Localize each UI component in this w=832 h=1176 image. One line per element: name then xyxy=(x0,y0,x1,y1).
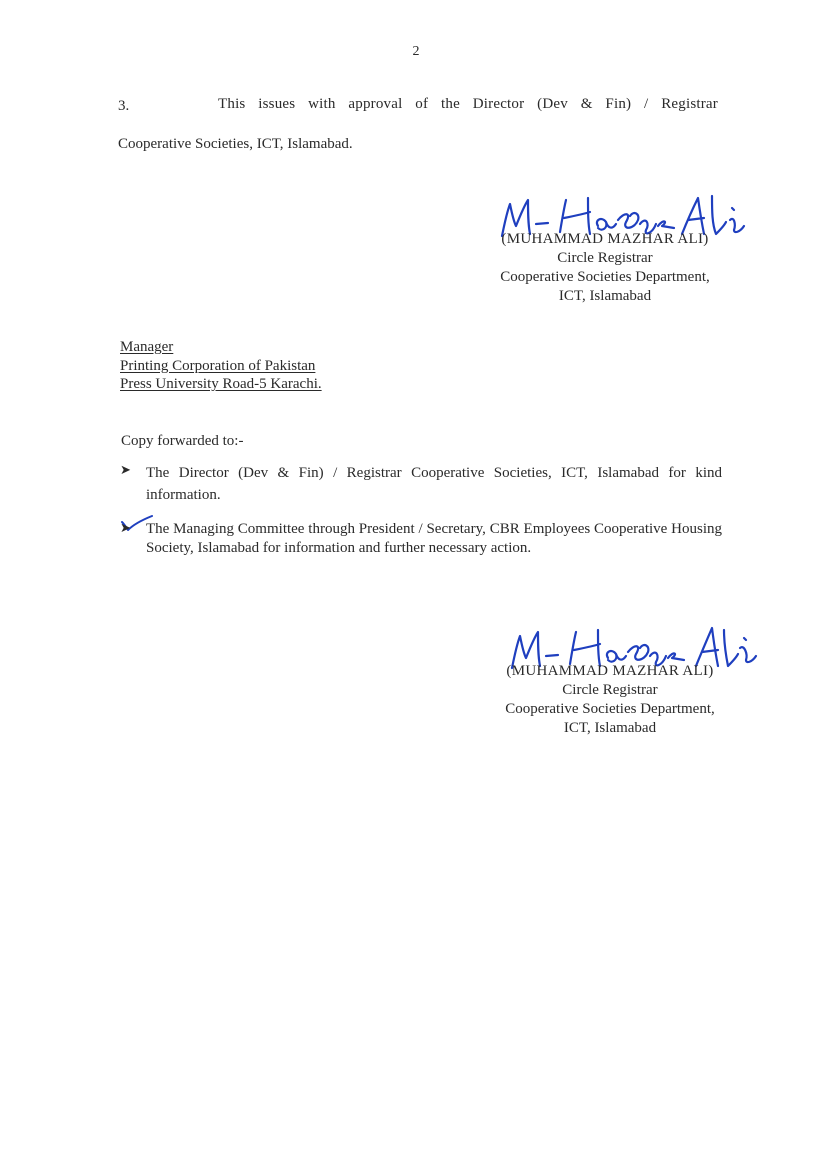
copy-forwarded-heading: Copy forwarded to:- xyxy=(121,433,244,449)
addressee-line-2: Printing Corporation of Pakistan xyxy=(120,357,316,374)
signature-block-2 xyxy=(450,662,770,738)
list-item-text: The Managing Committee through President / Secretary, CBR Employees Cooperative Housing Society, Islamabad for information and further necessary action. xyxy=(146,521,722,556)
signatory-location: ICT, Islamabad xyxy=(558,288,652,304)
signatory-designation: Circle Registrar xyxy=(562,682,658,698)
list-item xyxy=(118,462,722,506)
signatory-department: Cooperative Societies Department, xyxy=(500,269,710,285)
signatory-name: (MUHAMMAD MAZHAR ALI) xyxy=(506,663,714,679)
signatory-name: (MUHAMMAD MAZHAR ALI) xyxy=(501,231,709,247)
signatory-department: Cooperative Societies Department, xyxy=(505,701,715,717)
signatory-designation: Circle Registrar xyxy=(557,250,653,266)
addressee-block xyxy=(120,338,322,394)
paragraph-line-2: Cooperative Societies, ICT, Islamabad. xyxy=(118,136,353,152)
signatory-location: ICT, Islamabad xyxy=(563,720,657,736)
arrow-bullet-icon: ➤ xyxy=(120,462,131,477)
paragraph-line-1: This issues with approval of the Director (Dev & Fin) / Registrar xyxy=(218,96,718,112)
list-item-text: The Director (Dev & Fin) / Registrar Cooperative Societies, ICT, Islamabad for kind information. xyxy=(146,465,722,503)
copy-forwarded-list xyxy=(118,462,722,558)
addressee-line-3: Press University Road-5 Karachi. xyxy=(120,376,322,392)
list-item xyxy=(118,520,722,558)
arrow-bullet-icon: ➤ xyxy=(120,520,131,535)
page-number: 2 xyxy=(412,44,420,59)
paragraph-number: 3. xyxy=(118,98,130,114)
signature-block-1 xyxy=(445,230,765,306)
addressee-line-1: Manager xyxy=(120,339,174,355)
